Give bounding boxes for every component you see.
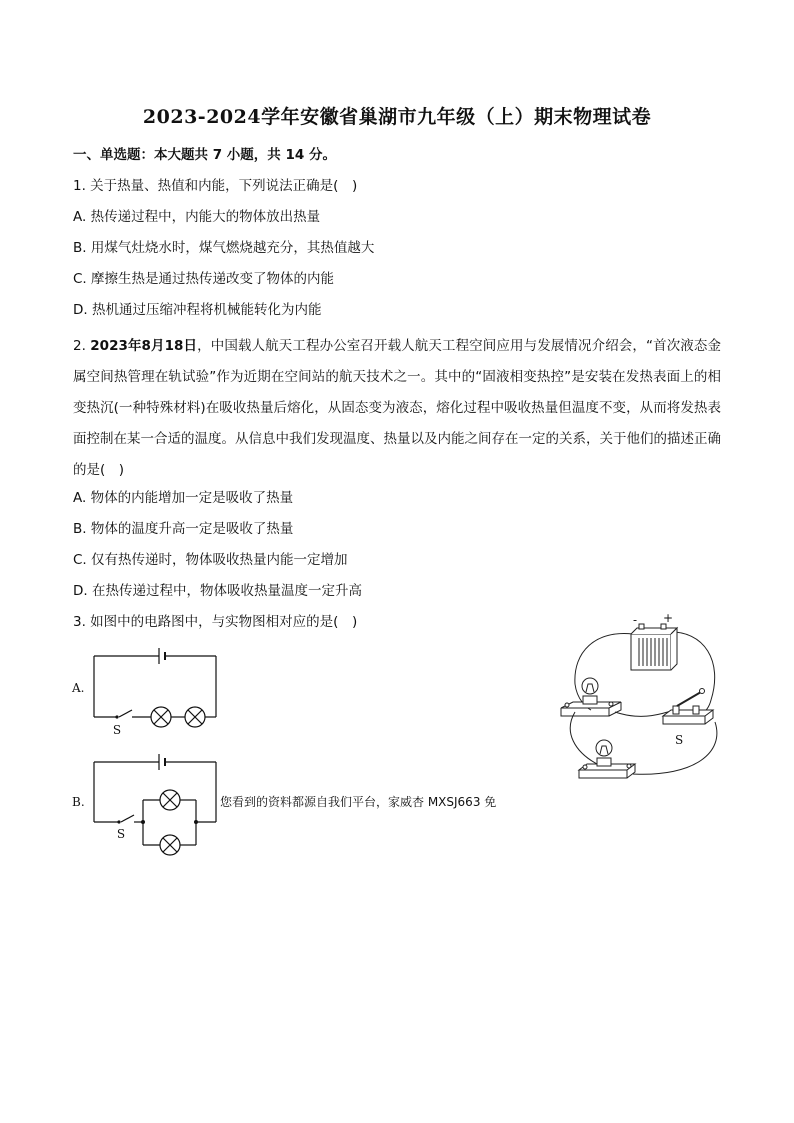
lamp-icon <box>151 707 171 727</box>
q2-date: 2023年8月18日 <box>90 338 198 354</box>
q2-option-c[interactable]: C. 仅有热传递时，物体吸收热量内能一定增加 <box>73 552 348 568</box>
battery-plus-label: + <box>663 611 674 625</box>
q2-option-d[interactable]: D. 在热传递过程中，物体吸收热量温度一定升高 <box>73 583 362 599</box>
platform-notice: 您看到的资料都源自我们平台，家威杏 MXSJ663 免 <box>220 795 497 809</box>
switch-blade <box>121 815 134 822</box>
q3-option-b-switch-label: S <box>116 827 126 841</box>
lamp-board-icon <box>579 740 635 778</box>
switch-board-icon <box>663 689 713 725</box>
photo-switch-label: S <box>675 733 684 747</box>
q3-option-a-label: A. <box>72 681 85 695</box>
section-heading: 一、单选题：本大题共 7 小题，共 14 分。 <box>73 147 336 163</box>
q2-number: 2. <box>73 338 91 354</box>
q3-stem: 3. 如图中的电路图中，与实物图相对应的是( ) <box>73 614 358 630</box>
battery-minus-label: - <box>633 613 638 627</box>
q1-option-c[interactable]: C. 摩擦生热是通过热传递改变了物体的内能 <box>73 271 335 287</box>
lamp-icon <box>185 707 205 727</box>
q3-option-b-circuit[interactable] <box>66 750 226 860</box>
battery-icon <box>631 624 677 670</box>
lamp-icon <box>160 790 180 810</box>
lamp-board-icon <box>561 678 621 716</box>
q1-option-b[interactable]: B. 用煤气灶烧水时，煤气燃烧越充分，其热值越大 <box>73 240 375 256</box>
q2-option-b[interactable]: B. 物体的温度升高一定是吸收了热量 <box>73 521 294 537</box>
q3-option-a-switch-label: S <box>112 723 122 737</box>
q2-text: ，中国载人航天工程办公室召开载人航天工程空间应用与发展情况介绍会，“首次液态金属空间热管理在轨试验”作为近期在空间站的航天技术之一。其中的“固液相变热控”是安装在发热表面上的相变热沉(一种特殊材料)在吸收热量后熔化，从固态变为液态，熔化过程中吸收热量但温度不变，从而将发热表面控制在某一合适的温度。从信息中我们发现温度、热量以及内能之间存在一定的关系，关于他们的描述正确的是( ) <box>73 338 722 478</box>
q2-stem <box>73 331 721 486</box>
wire <box>633 722 717 774</box>
q3-option-a-circuit[interactable] <box>66 640 226 740</box>
q1-stem: 1. 关于热量、热值和内能，下列说法正确是( ) <box>73 178 358 194</box>
q3-option-b-label: B. <box>72 795 85 809</box>
q2-option-a[interactable]: A. 物体的内能增加一定是吸收了热量 <box>73 490 294 506</box>
lamp-icon <box>160 835 180 855</box>
wire <box>570 712 597 764</box>
physical-circuit-figure <box>555 612 725 792</box>
q1-option-d[interactable]: D. 热机通过压缩冲程将机械能转化为内能 <box>73 302 322 318</box>
switch-blade <box>119 710 132 717</box>
page-title: 2023-2024学年安徽省巢湖市九年级（上）期末物理试卷 <box>142 106 652 128</box>
q1-option-a[interactable]: A. 热传递过程中，内能大的物体放出热量 <box>73 209 321 225</box>
